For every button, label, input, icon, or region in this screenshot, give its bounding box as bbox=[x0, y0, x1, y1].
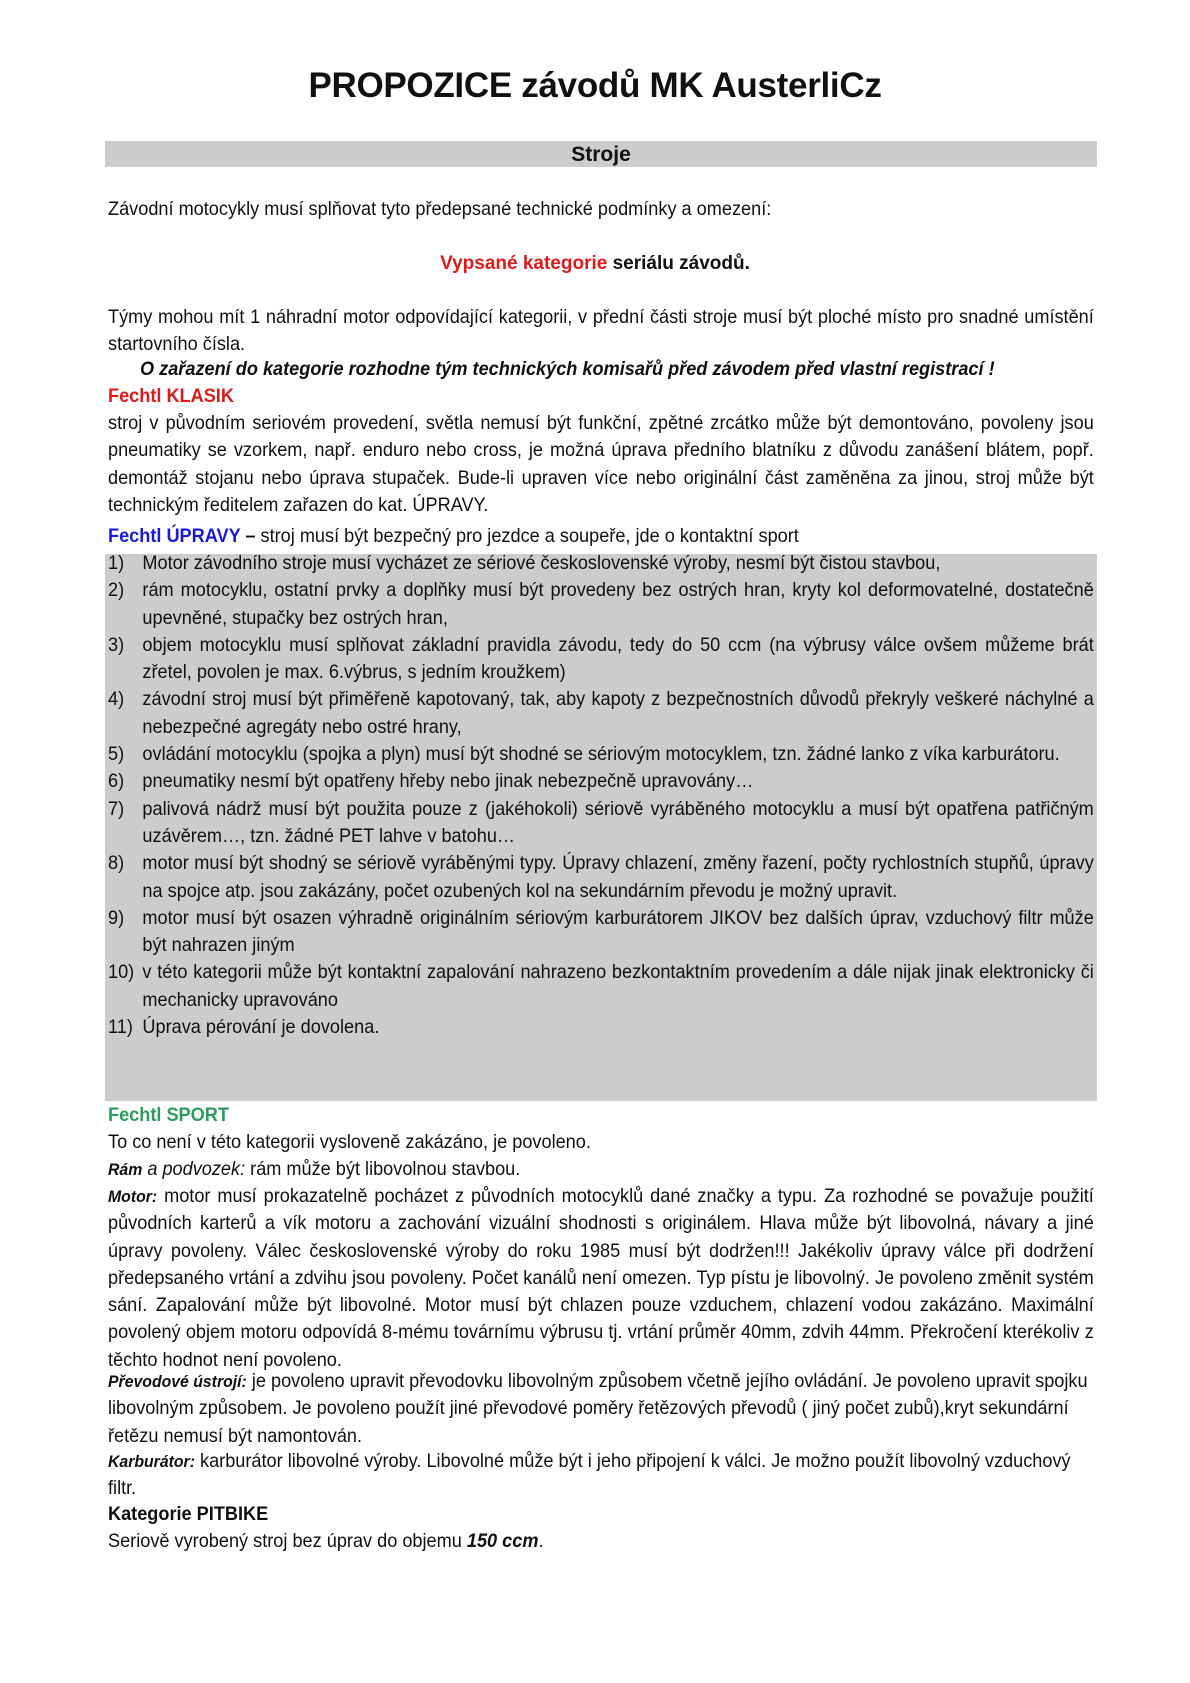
rule-number: 10) bbox=[108, 961, 135, 984]
intro-text: Závodní motocykly musí splňovat tyto předepsané technické podmínky a omezení: bbox=[108, 198, 772, 220]
frame-label-bold: Rám bbox=[108, 1160, 143, 1179]
rule-text: motor musí být osazen výhradně originálním sériovým karburátorem JIKOV bez dalších úprav, vzduchový filtr může být nahrazen jiným bbox=[142, 906, 1094, 957]
rule-number: 9) bbox=[108, 906, 125, 929]
pitbike-volume: 150 ccm bbox=[466, 1530, 539, 1552]
rule-item bbox=[108, 768, 1094, 795]
categories-heading-red: Vypsané kategorie bbox=[440, 253, 608, 274]
frame-label-italic: a podvozek: bbox=[142, 1158, 246, 1180]
sport-transmission bbox=[108, 1368, 1094, 1450]
rule-text: objem motocyklu musí splňovat základní pravidla závodu, tedy do 50 ccm (na výbrusy válce ovšem můžeme brát zřetel, povolen je max. 6.výbrus, s jedním kroužkem) bbox=[142, 633, 1094, 684]
carburetor-text: karburátor libovolné výroby. Libovolné může být i jeho připojení k válci. Je možno použít libovolný vzduchový filtr. bbox=[108, 1450, 1071, 1500]
categories-heading bbox=[0, 250, 1190, 277]
rule-number: 2) bbox=[108, 579, 125, 602]
rule-item bbox=[108, 577, 1094, 632]
rule-number: 5) bbox=[108, 743, 125, 766]
klasik-heading: Fechtl KLASIK bbox=[108, 385, 234, 407]
sport-motor bbox=[108, 1183, 1094, 1374]
rule-text: pneumatiky nesmí být opatřeny hřeby nebo jinak nebezpečně upravovány… bbox=[142, 770, 754, 793]
teams-paragraph: Týmy mohou mít 1 náhradní motor odpovídající kategorii, v přední části stroje musí být ploché místo pro snadné umístění startovního čísla. bbox=[108, 306, 1094, 356]
pitbike-text-after: . bbox=[538, 1530, 544, 1552]
rule-item bbox=[108, 796, 1094, 851]
rule-number: 4) bbox=[108, 688, 125, 711]
rule-item bbox=[108, 550, 1094, 577]
upravy-heading-line bbox=[108, 523, 1094, 550]
rule-item bbox=[108, 959, 1094, 1014]
rule-item bbox=[108, 686, 1094, 741]
sport-carburetor bbox=[108, 1448, 1094, 1503]
categories-heading-black: seriálu závodů. bbox=[607, 253, 750, 274]
sport-heading: Fechtl SPORT bbox=[108, 1104, 229, 1126]
carburetor-label: Karburátor: bbox=[108, 1452, 195, 1471]
transmission-text: je povoleno upravit převodovku libovolným způsobem včetně jejího ovládání. Je povoleno upravit spojku libovolným způsobem. Je povoleno použít jiné převodové poměry řetězových převodů ( jiný počet zubů),kryt sekundární řetězu nemusí být namontován. bbox=[108, 1370, 1088, 1447]
klasik-text: stroj v původním seriovém provedení, světla nemusí být funkční, zpětné zrcátko může být demontováno, povoleny jsou pneumatiky se vzorkem, např. enduro nebo cross, je možná úprava předního blatníku z důvodu zanášení blátem, popř. demontáž stojanu nebo úprava stupaček. Bude-li upraven více nebo originální část zaměněna za jinou, stroj může být technickým ředitelem zařazen do kat. ÚPRAVY. bbox=[108, 412, 1094, 516]
sport-intro: To co není v této kategorii vysloveně zakázáno, je povoleno. bbox=[108, 1131, 591, 1153]
rule-text: motor musí být shodný se sériově vyráběnými typy. Úpravy chlazení, změny řazení, počty rychlostních stupňů, úpravy na spojce atp. jsou zakázány, počet ozubených kol na sekundárním převodu je možný upravit. bbox=[142, 852, 1094, 902]
document-title: PROPOZICE závodů MK AusterliCz bbox=[308, 66, 882, 105]
rule-number: 7) bbox=[108, 797, 125, 820]
rule-text: závodní stroj musí být přiměřeně kapotovaný, tak, aby kapoty z bezpečnostních důvodů překryly veškeré náchylné a nebezpečné agregáty nebo ostré hrany, bbox=[142, 688, 1094, 738]
rule-number: 3) bbox=[108, 633, 125, 656]
pitbike-text-before: Seriově vyrobený stroj bez úprav do objemu bbox=[108, 1530, 467, 1552]
sport-frame bbox=[108, 1156, 1094, 1183]
rule-item bbox=[108, 1014, 1094, 1041]
pitbike-heading: Kategorie PITBIKE bbox=[108, 1503, 269, 1525]
section-header-stroje: Stroje bbox=[105, 141, 1097, 167]
upravy-subtitle: stroj musí být bezpečný pro jezdce a soupeře, jde o kontaktní sport bbox=[260, 525, 799, 547]
rule-number: 1) bbox=[108, 552, 125, 574]
rule-text: palivová nádrž musí být použita pouze z (jakéhokoli) sériově vyráběného motocyklu a musí být opatřena patřičným uzávěrem…, tzn. žádné PET lahve v batohu… bbox=[142, 797, 1094, 847]
pitbike-text bbox=[108, 1528, 1094, 1555]
rule-number: 11) bbox=[108, 1016, 133, 1039]
rule-item bbox=[108, 741, 1094, 768]
rule-text: Motor závodního stroje musí vycházet ze sériové československé výroby, nesmí být čistou stavbou, bbox=[142, 552, 941, 574]
motor-text: motor musí prokazatelně pocházet z původních motocyklů dané značky a typu. Za rozhodné se považuje použití původních karterů a vík motoru a zachování vizuální shodnosti s originálem. Hlava může být libovolná, návary a jiné úpravy povoleny. Válec československé výroby do roku 1985 musí být dodržen!!! Jakékoliv úpravy válce při dodržení předepsaného vrtání a zdvihu jsou povoleny. Počet kanálů není omezen. Typ pístu je libovolný. Je povoleno změnit systém sání. Zapalování může být libovolné. Motor musí být chlazen pouze vzduchem, chlazení vodou zakázáno. Maximální povolený objem motoru odpovídá 8-mému továrnímu výbrusu tj. vrtání průměr 40mm, zdvih 44mm. Překročení kterékoliv z těchto hodnot není povoleno. bbox=[108, 1185, 1094, 1371]
rule-text: rám motocyklu, ostatní prvky a doplňky musí být provedeny bez ostrých hran, kryty kol deformovatelné, dostatečně upevněné, stupačky bez ostrých hran, bbox=[142, 579, 1094, 629]
rule-text: v této kategorii může být kontaktní zapalování nahrazeno bezkontaktním provedením a dále nijak jinak elektronicky či mechanicky upravováno bbox=[142, 961, 1094, 1011]
rule-item bbox=[108, 850, 1094, 905]
rule-item bbox=[108, 632, 1094, 687]
rule-number: 8) bbox=[108, 852, 125, 875]
upravy-heading: Fechtl ÚPRAVY bbox=[108, 525, 241, 547]
frame-text: rám může být libovolnou stavbou. bbox=[245, 1158, 521, 1180]
rule-item bbox=[108, 905, 1094, 960]
rule-number: 6) bbox=[108, 770, 125, 793]
upravy-dash: – bbox=[240, 525, 261, 547]
transmission-label: Převodové ústrojí: bbox=[108, 1372, 247, 1391]
category-notice: O zařazení do kategorie rozhodne tým technických komisařů před závodem před vlastní registrací ! bbox=[140, 358, 995, 380]
rule-text: ovládání motocyklu (spojka a plyn) musí být shodné se sériovým motocyklem, tzn. žádné lanko z víka karburátoru. bbox=[142, 743, 1060, 766]
upravy-rules-list bbox=[108, 550, 1094, 1041]
rule-text: Úprava pérování je dovolena. bbox=[142, 1016, 380, 1039]
motor-label: Motor: bbox=[108, 1187, 158, 1206]
